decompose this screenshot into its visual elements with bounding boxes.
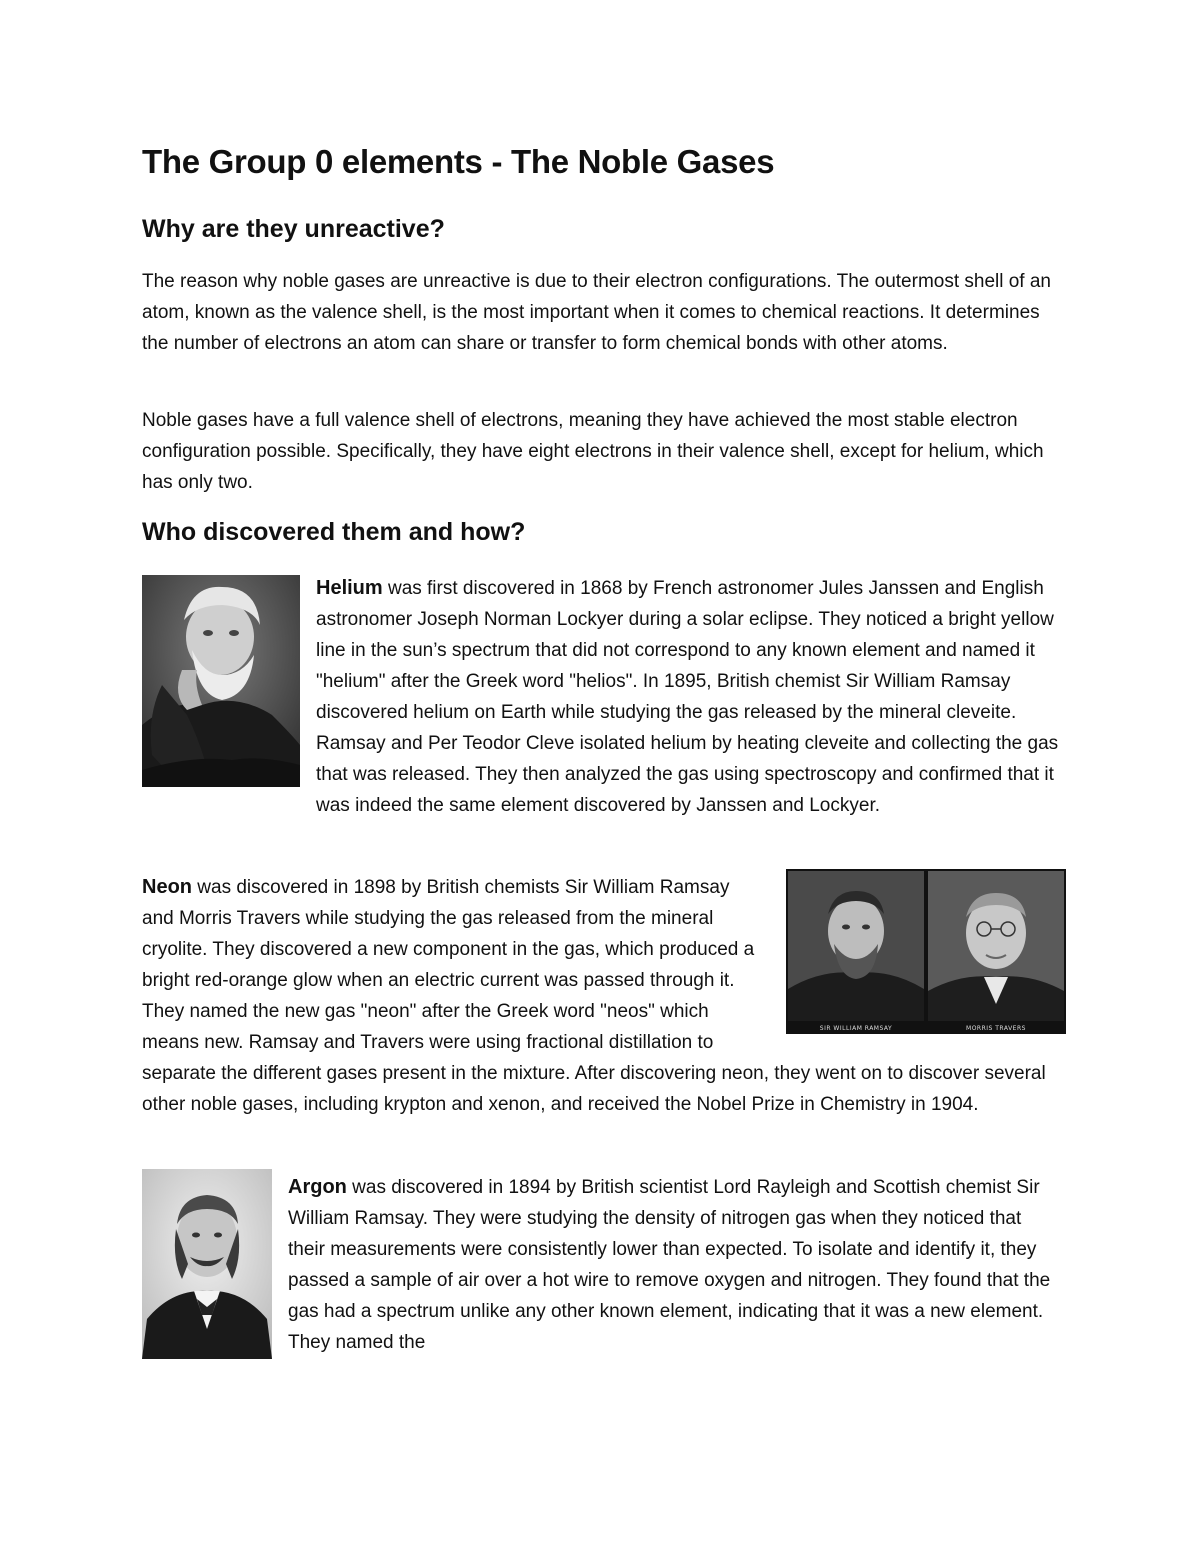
element-name-argon: Argon (288, 1176, 347, 1198)
helium-section (142, 573, 1062, 821)
paragraph-electron-configuration: The reason why noble gases are unreactive is due to their electron configurations. The outermost shell of an atom, known as the valence shell, is the most important when it comes to chemical reactions. It determines the number of electrons an atom can share or transfer to form chemical bonds with other atoms. (142, 271, 1052, 354)
helium-description: was first discovered in 1868 by French astronomer Jules Janssen and English astronomer Joseph Norman Lockyer during a solar eclipse. They noticed a bright yellow line in the sun’s spectrum that did not correspond to any known element and named it "helium" after the Greek word "helios". In 1895, British chemist Sir William Ramsay discovered helium on Earth while studying the gas released by the mineral cleveite. Ramsay and Per Teodor Cleve isolated helium by heating cleveite and collecting the gas that was released. They then analyzed the gas using spectroscopy and confirmed that it was indeed the same element discovered by Janssen and Lockyer. (316, 578, 1059, 816)
element-name-neon: Neon (142, 876, 192, 898)
heading-who-discovered: Who discovered them and how? (142, 518, 526, 546)
caption-sir-william-ramsay: SIR WILLIAM RAMSAY (819, 1025, 893, 1032)
argon-discoverer-portrait (142, 1169, 272, 1359)
document-title: The Group 0 elements - The Noble Gases (142, 143, 775, 180)
neon-discoverers-portraits (786, 869, 1066, 1034)
argon-description: was discovered in 1894 by British scientist Lord Rayleigh and Scottish chemist Sir William Ramsay. They were studying the density of nitrogen gas when they noticed that their measurements were consistently lower than expected. To isolate and identify it, they passed a sample of air over a hot wire to remove oxygen and nitrogen. They found that the gas had a spectrum unlike any other known element, indicating that it was a new element. They named the (288, 1177, 1051, 1353)
paragraph-full-valence-shell: Noble gases have a full valence shell of electrons, meaning they have achieved the most stable electron configuration possible. Specifically, they have eight electrons in their valence shell, except for helium, which has only two. (142, 410, 1044, 493)
caption-morris-travers: MORRIS TRAVERS (966, 1025, 1026, 1032)
argon-section (142, 1172, 1062, 1363)
element-name-helium: Helium (316, 577, 383, 599)
neon-description: was discovered in 1898 by British chemists Sir William Ramsay and Morris Travers while studying the gas released from the mineral cryolite. They discovered a new component in the gas, which produced a bright red-orange glow when an electric current was passed through it. They named the new gas "neon" after the Greek word "neos" which means new. Ramsay and Travers were using fractional distillation to separate the different gases present in the mixture. After discovering neon, they went on to discover several other noble gases, including krypton and xenon, and received the Nobel Prize in Chemistry in 1904. (142, 877, 1046, 1115)
neon-section (142, 872, 1062, 1120)
helium-discoverer-portrait (142, 575, 300, 787)
heading-why-unreactive: Why are they unreactive? (142, 215, 445, 243)
